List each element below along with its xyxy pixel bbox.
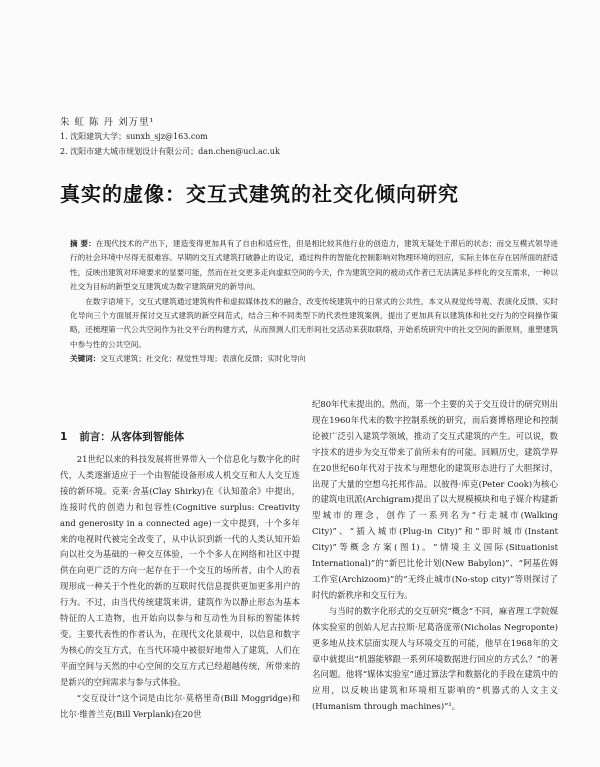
section-number: 1 — [60, 431, 68, 443]
affiliation-1: 1. 沈阳建筑大学；sunxh_sjz@163.com — [60, 132, 208, 141]
right-column — [312, 397, 558, 715]
body-paragraph: 与当时的数字化形式的交互研究“概念”不同，麻省理工学院媒体实验室的创始人尼古拉斯·尼葛洛庞蒂(Nicholas Negroponte)更多地从技术层面实现人与环境交互的可能，他早在1968年的文章中就提出“机器能够跟一系列环境数据进行回应的方式么？”的著名问题。他将“媒体实验室”通过算法学和数据化的手段在建筑中的应用，以反映出建筑和环境相互影响的“机器式的人文主义(Humanism through machines)”¹。 — [312, 605, 558, 712]
abstract-label: 摘 要： — [70, 239, 96, 248]
abstract-block — [70, 237, 558, 367]
body-paragraph: 纪80年代末提出的。然而，第一个主要的关于交互设计的研究则出现在1960年代末的数字控制系统的研究，而后赛博格理论和控制论被广泛引入建筑学领域，推动了交互式建筑的产生。可以说，数字技术的进步为交互带来了前所未有的可能。回顾历史，建筑学界在20世纪60年代对于技术与理想化的建筑形态进行了大胆探讨，出现了大量的空想乌托邦作品。以彼得·库克(Peter Cook)为核心的建筑电讯派(Archigram)提出了以大规模模块和电子媒介构建新型城市的理念，创作了一系列名为“行走城市(Walking City)”、“插入城市(Plug-in City)”和“即时城市(Instant City)”等概念方案(图1)。“情境主义国际(Situationist International)”的“新巴比伦计划(New Babylon)”、“阿基佐姆工作室(Archizoom)”的“无终止城市(No-stop city)”等则探讨了时代的新秩序和交互行为。 — [312, 399, 558, 600]
keywords — [70, 352, 558, 366]
abstract-text: 在现代技术的产出下，建造变得更加具有了自由和适应性，但是相比较其他行业的创造力，建筑无疑处于滞后的状态；而交互模式领导进行的社会环境中尽得无很难容。早期的交互式建筑打破静止的设定，通过构件的智能化控制影响对物理环境的回应，实际主体在存在居所面的舒适性，反映出建筑对环境要求的显要可能，然而在社交更多走向虚拟空间的今天，作为建筑空间的被动式作者已无法满足多样化的交互需求，一种以社交为目标的新型交互建筑成为数字建筑研究的新导向。 — [70, 239, 558, 292]
keywords-text: 交互式建筑；社交化；视觉性导现；表演化反馈；实时化导向 — [100, 354, 306, 364]
keywords-label: 关键词： — [70, 354, 101, 364]
section-heading — [60, 426, 300, 448]
affiliation-2: 2. 沈阳市建大城市规划设计有限公司；dan.chen@ucl.ac.uk — [60, 147, 280, 156]
abstract-paragraph-2: 在数字语境下，交互式建筑通过建筑构件和虚拟媒体技术的融合，改变传统建筑中的日常式的公共性，本文从视觉传导观、表演化反馈、实时化导向三个方面展开探讨交互式建筑的新空间范式，结合三种不同类型下的代表性建筑案例，提出了更加具有以建筑体和社交行为的空间操作策略，还梳理第一代公共空间作为社交平台的构建方式，从而预测人们无形间社交活动来获取联络，开始系统研究中的社交空间的新原则，重塑建筑中参与性的公共空间。 — [70, 296, 558, 349]
paper-title: 真实的虚像：交互式建筑的社交化倾向研究 — [60, 182, 459, 206]
author-line: 朱 虹 陈 丹 刘万里¹ — [60, 117, 155, 128]
abstract-paragraph — [70, 237, 558, 295]
body-paragraph: “交互设计”这个词是由比尔·莫格里奇(Bill Moggridge)和比尔·维普兰克(Bill Verplank)在20世 — [60, 692, 300, 719]
body-paragraph: 21世纪以来的科技发展将世界带入一个信息化与数字化的时代，人类逐渐适应于一个由智能设备形成人机交互和人人交互连接的新环境。克莱·舍基(Clay Shirky)在《认知盈余》中提出，连接时代的创造力和包容性(Cognitive surplus: Creativity and generosity in a connected age)一文中提到，十个多年来的电视时代被完全改变了，从中认识到新一代的人类认知开始向以社交为基础的一种交互体验，一个个多人在网络和社区中提供在向更广泛的方向一起存在于一个交互的场所者，由个人的表现形成一种关于个性化的新的互联时代信息提供更加更多用户的行为。不过，由当代传统建筑来讲，建筑作为以静止形态为基本特征的人工造物，也开始向以参与和互动性为目标的智能体转变。主要代表性的作者认为，在现代文化景观中，以信息和数字为核心的交互方式，在当代环境中被很好地带入了建筑，人们在平面空间与天然的中心空间的交互方式已经超越传统，所带来的是新兴的空间需求与参与式体验。 — [60, 454, 300, 687]
left-column — [60, 426, 300, 722]
section-title: 前言：从客体到智能体 — [79, 431, 185, 443]
